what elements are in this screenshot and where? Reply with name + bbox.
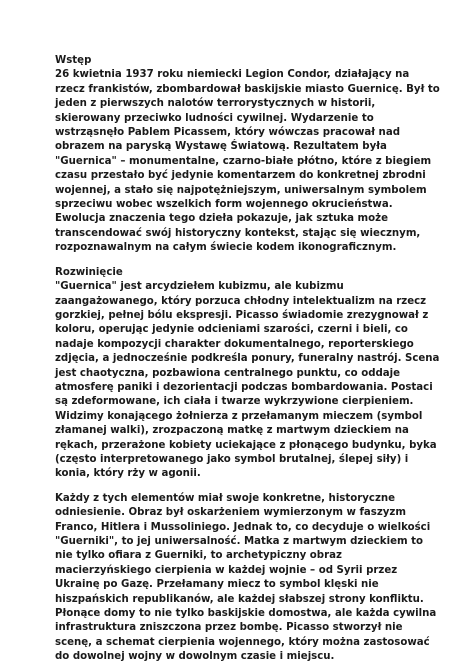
text-line: "Guernica" jest arcydziełem kubizmu, ale kubizmu bbox=[55, 281, 344, 293]
text-line: nie tylko ofiara z Guerniki, to archetypiczny obraz bbox=[55, 550, 342, 562]
text-line: czasu przestało być jedynie komentarzem do konkretnej zbrodni bbox=[55, 170, 426, 182]
text-line: Każdy z tych elementów miał swoje konkretne, historyczne bbox=[55, 492, 396, 504]
text-line: Ukrainę po Gazę. Przełamany miecz to symbol klęski nie bbox=[55, 579, 379, 591]
text-line: obrazem na paryską Wystawę Światową. Rezultatem była bbox=[55, 141, 387, 153]
text-line: Widzimy konającego żołnierza z przełamanym mieczem (symbol bbox=[55, 410, 423, 422]
text-line: Płonące domy to nie tylko baskijskie domostwa, ale każda cywilna bbox=[55, 608, 437, 620]
intro-paragraph bbox=[55, 68, 440, 255]
text-line: konia, który rży w agonii. bbox=[55, 468, 201, 480]
text-line: sprzeciwu wobec wszelkich form wojennego okrucieństwa. bbox=[55, 199, 393, 211]
text-line: infrastruktura zniszczona przez bombę. Picasso stworzył nie bbox=[55, 622, 403, 634]
text-line: są zdeformowane, ich ciała i twarze wykrzywione cierpieniem. bbox=[55, 396, 414, 408]
text-line: Ewolucja znaczenia tego dzieła pokazuje, jak sztuka może bbox=[55, 213, 389, 225]
text-line: wstrząsnęło Pablem Picassem, który wówczas pracował nad bbox=[55, 127, 400, 139]
text-line: nadaje kompozycji charakter dokumentalnego, reporterskiego bbox=[55, 338, 414, 350]
text-line: zaangażowanego, który porzuca chłodny intelektualizm na rzecz bbox=[55, 295, 427, 307]
section-heading-body: Rozwinięcie bbox=[55, 266, 123, 278]
text-line: (często interpretowanego jako symbol brutalnej, ślepej siły) i bbox=[55, 453, 409, 465]
paragraph-spacer bbox=[55, 482, 435, 492]
text-line: jeden z pierwszych nalotów terrorystycznych w historii, bbox=[55, 98, 376, 110]
text-line: rzecz frankistów, zbombardował baskijskie miasto Guernicę. Był to bbox=[55, 83, 440, 95]
text-line: rękach, przerażone kobiety uciekające z płonącego budynku, byka bbox=[55, 439, 437, 451]
document-page bbox=[55, 54, 440, 665]
text-line: odniesienie. Obraz był oskarżeniem wymierzonym w faszyzm bbox=[55, 507, 406, 519]
text-line: atmosferę paniki i dezorientacji podczas bombardowania. Postaci bbox=[55, 381, 433, 393]
text-line: "Guerniki", to jej uniwersalność. Matka z martwym dzieckiem to bbox=[55, 536, 424, 547]
text-line: do dowolnej wojny w dowolnym czasie i miejscu. bbox=[55, 651, 335, 663]
section-spacer bbox=[55, 256, 435, 266]
text-line: złamanej walki), zrozpaczoną matkę z martwym dzieckiem na bbox=[55, 425, 409, 437]
text-line: hiszpańskich republikanów, ale każdej słabszej strony konfliktu. bbox=[55, 593, 424, 605]
body-paragraph-2 bbox=[55, 492, 435, 665]
text-line: macierzyńskiego cierpienia w każdej wojnie – od Syrii przez bbox=[55, 564, 398, 576]
text-line: gorzkiej, pełnej bólu ekspresji. Picasso świadomie zrezygnował z bbox=[55, 309, 429, 321]
text-line: Franco, Hitlera i Mussoliniego. Jednak to, co decyduje o wielkości bbox=[55, 521, 431, 533]
text-line: transcendować swój historyczny kontekst, stając się wiecznym, bbox=[55, 227, 421, 239]
text-line: rozpoznawalnym na całym świecie kodem ikonograficznym. bbox=[55, 242, 397, 254]
text-line: "Guernica" – monumentalne, czarno-białe płótno, które z biegiem bbox=[55, 155, 432, 167]
body-paragraph-1 bbox=[55, 280, 440, 482]
text-line: zdjęcia, a jednocześnie podkreśla ponury, funeralny nastrój. Scena bbox=[55, 353, 440, 365]
text-line: skierowany przeciwko ludności cywilnej. Wydarzenie to bbox=[55, 112, 374, 124]
text-line: wojennej, a stało się najpotężniejszym, uniwersalnym symbolem bbox=[55, 184, 427, 196]
section-heading-intro: Wstęp bbox=[55, 55, 92, 66]
text-line: scenę, a schemat cierpienia wojennego, który można zastosować bbox=[55, 636, 430, 648]
text-line: 26 kwietnia 1937 roku niemiecki Legion Condor, działający na bbox=[55, 69, 410, 81]
text-line: jest chaotyczna, pozbawiona centralnego punktu, co oddaje bbox=[55, 367, 401, 379]
text-line: koloru, operując jedynie odcieniami szarości, czerni i bieli, co bbox=[55, 324, 408, 336]
